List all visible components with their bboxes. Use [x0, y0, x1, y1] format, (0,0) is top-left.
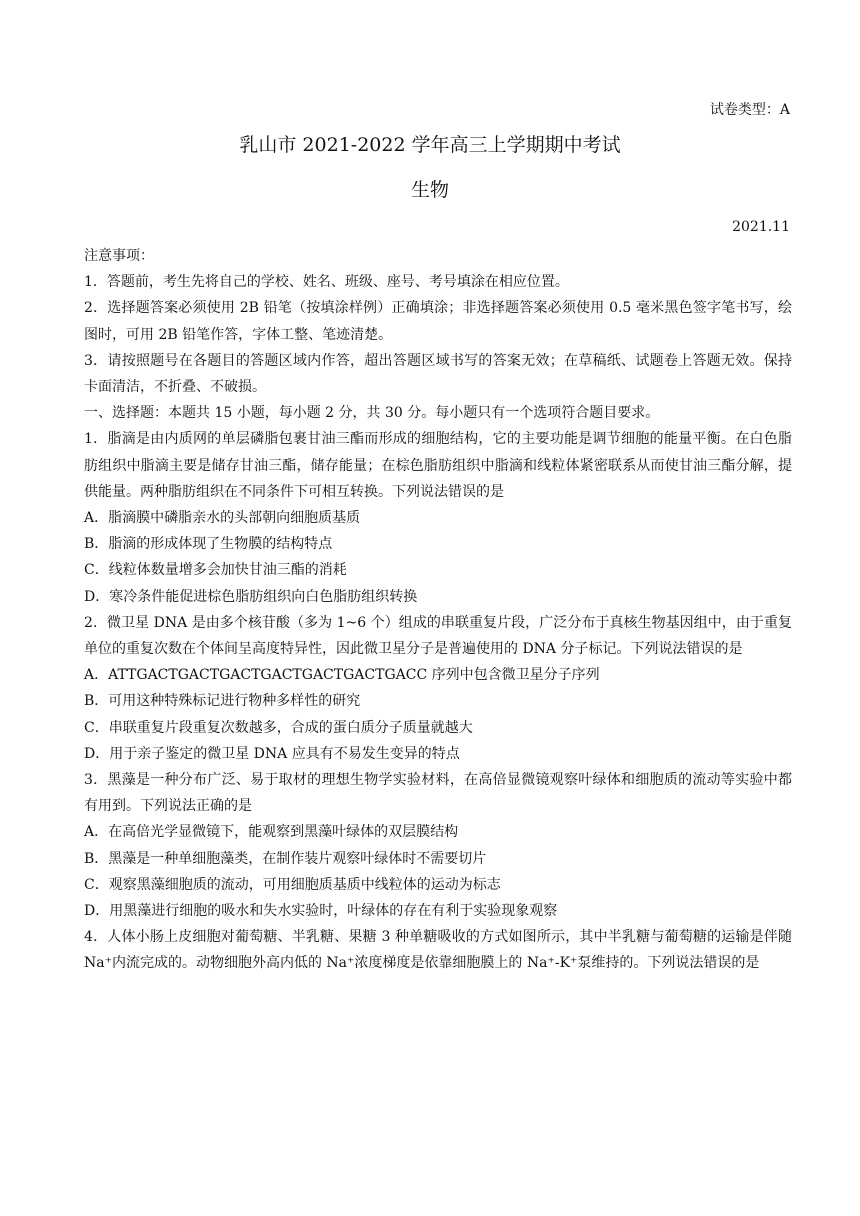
question-3-option-c: C．观察黑藻细胞质的流动，可用细胞质基质中线粒体的运动为标志	[84, 876, 501, 893]
section-heading: 一、选择题：本题共 15 小题，每小题 2 分，共 30 分。每小题只有一个选项符合题目要求。	[84, 405, 660, 422]
question-2-stem: 2．微卫星 DNA 是由多个核苷酸（多为 1~6 个）组成的串联重复片段，广泛分布于真核生物基因组中，由于重复单位的重复次数在个体间呈高度特异性，因此微卫星分子是普遍使用的 DNA 分子标记。下列说法错误的是	[84, 614, 792, 658]
question-1-option-a: A．脂滴膜中磷脂亲水的头部朝向细胞质基质	[84, 510, 361, 527]
question-2-option-c: C．串联重复片段重复次数越多，合成的蛋白质分子质量就越大	[84, 719, 473, 736]
note-item-2: 2．选择题答案必须使用 2B 铅笔（按填涂样例）正确填涂；非选择题答案必须使用 0.5 毫米黑色签字笔书写，绘图时，可用 2B 铅笔作答，字体工整、笔迹清楚。	[84, 300, 792, 343]
note-item-1: 1．答题前，考生先将自己的学校、姓名、班级、座号、考号填涂在相应位置。	[84, 274, 569, 291]
notes-heading: 注意事项：	[84, 248, 154, 264]
question-1-option-c: C．线粒体数量增多会加快甘油三酯的消耗	[84, 562, 347, 579]
question-1-stem: 1．脂滴是由内质网的单层磷脂包裹甘油三酯而形成的细胞结构，它的主要功能是调节细胞的能量平衡。在白色脂肪组织中脂滴主要是储存甘油三酯，储存能量；在棕色脂肪组织中脂滴和线粒体紧密联系从而使甘油三酯分解，提供能量。两种脂肪组织在不同条件下可相互转换。下列说法错误的是	[84, 431, 792, 500]
question-3-option-a: A．在高倍光学显微镜下，能观察到黑藻叶绿体的双层膜结构	[84, 824, 459, 841]
note-item-3: 3．请按照题号在各题目的答题区域内作答，超出答题区域书写的答案无效；在草稿纸、试题卷上答题无效。保持卡面清洁，不折叠、不破损。	[84, 352, 792, 396]
exam-title: 乳山市 2021-2022 学年高三上学期期中考试	[239, 134, 621, 156]
question-2-option-a: A．ATTGACTGACTGACTGACTGACTGACTGACC 序列中包含微卫星分子序列	[84, 667, 600, 684]
question-2-option-b: B．可用这种特殊标记进行物种多样性的研究	[84, 693, 361, 710]
subject-title: 生物	[410, 179, 449, 201]
question-3-option-d: D．用黑藻进行细胞的吸水和失水实验时，叶绿体的存在有利于实验现象观察	[84, 903, 558, 920]
exam-date: 2021.11	[732, 219, 790, 235]
question-1-option-d: D．寒冷条件能促进棕色脂肪组织向白色脂肪组织转换	[84, 588, 418, 605]
question-4-stem: 4．人体小肠上皮细胞对葡萄糖、半乳糖、果糖 3 种单糖吸收的方式如图所示，其中半乳糖与葡萄糖的运输是伴随 Na⁺内流完成的。动物细胞外高内低的 Na⁺浓度梯度是依靠细胞膜上的 Na⁺-K⁺泵维持的。下列说法错误的是	[84, 929, 792, 972]
paper-type-label: 试卷类型：A	[709, 102, 790, 118]
question-3-option-b: B．黑藻是一种单细胞藻类，在制作装片观察叶绿体时不需要切片	[84, 850, 487, 867]
question-2-option-d: D．用于亲子鉴定的微卫星 DNA 应具有不易发生变异的特点	[84, 745, 460, 762]
question-1-option-b: B．脂滴的形成体现了生物膜的结构特点	[84, 536, 333, 553]
question-3-stem: 3．黑藻是一种分布广泛、易于取材的理想生物学实验材料，在高倍显微镜观察叶绿体和细胞质的流动等实验中都有用到。下列说法正确的是	[84, 772, 792, 815]
exam-body	[84, 243, 792, 977]
